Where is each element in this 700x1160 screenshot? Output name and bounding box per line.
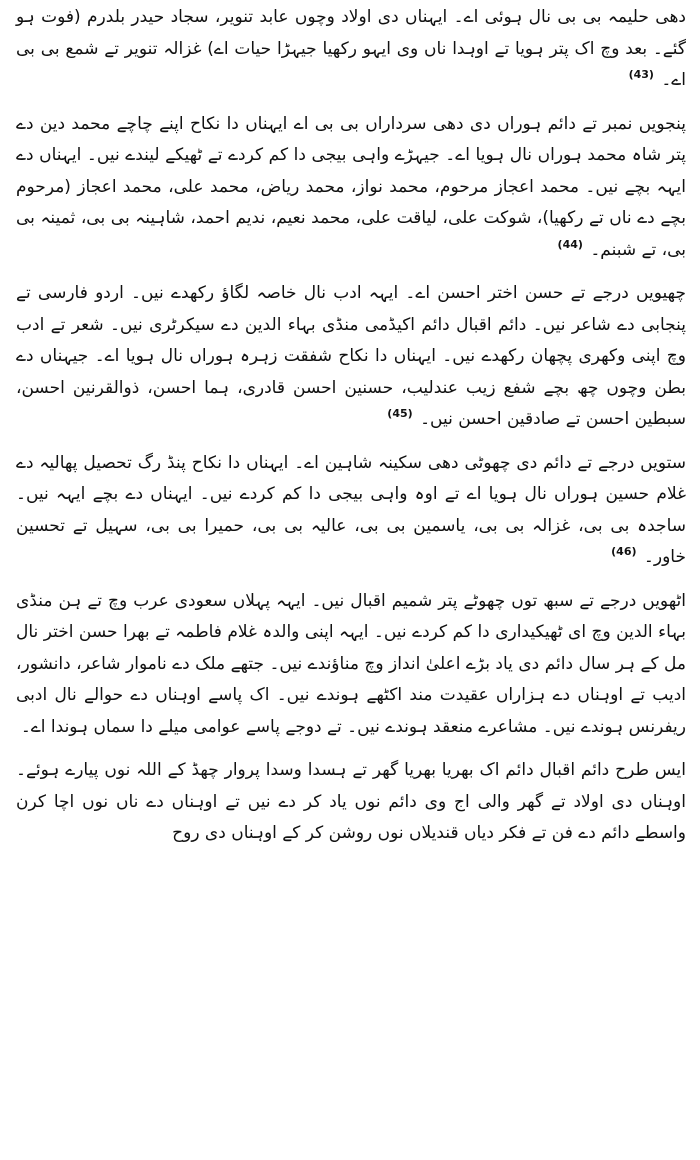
paragraph-text: اٹھویں درجے تے سبھ توں چھوٹے پتر شمیم اقبال نیں۔ ایہہ پہلاں سعودی عرب وچ تے ہن منڈی بہاء الدین وچ ای ٹھیکیداری دا کم کردے نیں۔ ایہہ اپنی والدہ غلام فاطمہ تے بھرا حسن اختر نال مل کے ہر سال دائم دی یاد بڑے اعلیٰ انداز وچ مناؤندے نیں۔ جتھے ملک دے ناموار شاعر، دانشور، ادیب تے اوہناں دے ہزاراں عقیدت مند اکٹھے ہوندے نیں۔ اک پاسے اوہناں دے حوالے نال ادبی ریفرنس ہوندے نیں۔ مشاعرے منعقد ہوندے نیں۔ تے دوجے پاسے عوامی میلے دا سماں ہوندا اے۔ [16,590,686,737]
paragraph-text: دھی حلیمہ بی بی نال ہوئی اے۔ ایہناں دی اولاد وچوں عابد تنویر، سجاد حیدر بلدرم (فوت ہو گئے۔ بعد وچ اک پتر ہویا تے اوہدا ناں وی ایہو رکھیا جیہڑا حیات اے) غزالہ تنویر تے شمع بی بی اے۔ [16,7,686,90]
paragraph-text: ایس طرح دائم اقبال دائم اک بھریا بھریا گھر تے ہسدا وسدا پروار چھڈ کے اللہ نوں پیارے ہوئے۔ اوہناں دی اولاد تے گھر والی اج وی دائم نوں یاد کر دے نیں تے اوہناں دے ناں نوں اچا کرن واسطے دائم دے فن تے فکر دیاں قندیلاں نوں روشن کر کے اوہناں دی روح [16,760,686,843]
paragraph-eighth-child [16,586,686,744]
paragraph-fifth-child [16,109,686,267]
paragraph-closing [16,755,686,850]
paragraph-text: ستویں درجے تے دائم دی چھوٹی دھی سکینہ شاہین اے۔ ایہناں دا نکاح پنڈ رگ تحصیل پھالیہ دے غلام حسین ہوراں نال ہویا اے تے اوہ واہی بیجی دا کم کردے نیں۔ ایہناں دے بچے ایہہ نیں۔ ساجدہ بی بی، غزالہ بی بی، یاسمین بی بی، عالیہ بی بی، حمیرا بی بی، سہیل تے تحسین خاور۔ [16,452,686,567]
paragraph-text: پنجویں نمبر تے دائم ہوراں دی دھی سرداراں بی بی اے ایہناں دا نکاح اپنے چاچے محمد دین دے پتر شاہ محمد ہوراں نال ہویا اے۔ جیہڑے واہی بیجی دا کم کردے تے ٹھیکے لیندے نیں۔ ایہناں دے ایہہ بچے نیں۔ محمد اعجاز مرحوم، محمد نواز، محمد ریاض، محمد علی، محمد اعجاز (مرحوم بچے دے ناں تے رکھیا)، شوکت علی، لیاقت علی، محمد نعیم، ندیم احمد، شاہینہ بی بی، ثمینہ بی بی، تے شبنم۔ [16,113,686,260]
footnote-ref: (44) [557,237,583,251]
paragraph-daughter-halima [16,2,686,97]
footnote-ref: (45) [387,407,413,421]
footnote-ref: (46) [611,545,637,559]
paragraph-sixth-child [16,278,686,436]
footnote-ref: (43) [628,68,654,82]
paragraph-seventh-child [16,448,686,574]
paragraph-text: چھیویں درجے تے حسن اختر احسن اے۔ ایہہ ادب نال خاصہ لگاؤ رکھدے نیں۔ اردو فارسی تے پنجابی دے شاعر نیں۔ دائم اقبال دائم اکیڈمی منڈی بہاء الدین دے سیکرٹری نیں۔ شعر تے ادب وچ اپنی وکھری پچھان رکھدے نیں۔ ایہناں دا نکاح شفقت زہرہ ہوراں نال ہویا اے۔ جیہناں دے بطن وچوں چھ بچے شفع زیب عندلیب، حسنین احسن قادری، ہما احسن، ذوالقرنین احسن، سبطین احسن تے صادقین احسن نیں۔ [16,283,686,429]
